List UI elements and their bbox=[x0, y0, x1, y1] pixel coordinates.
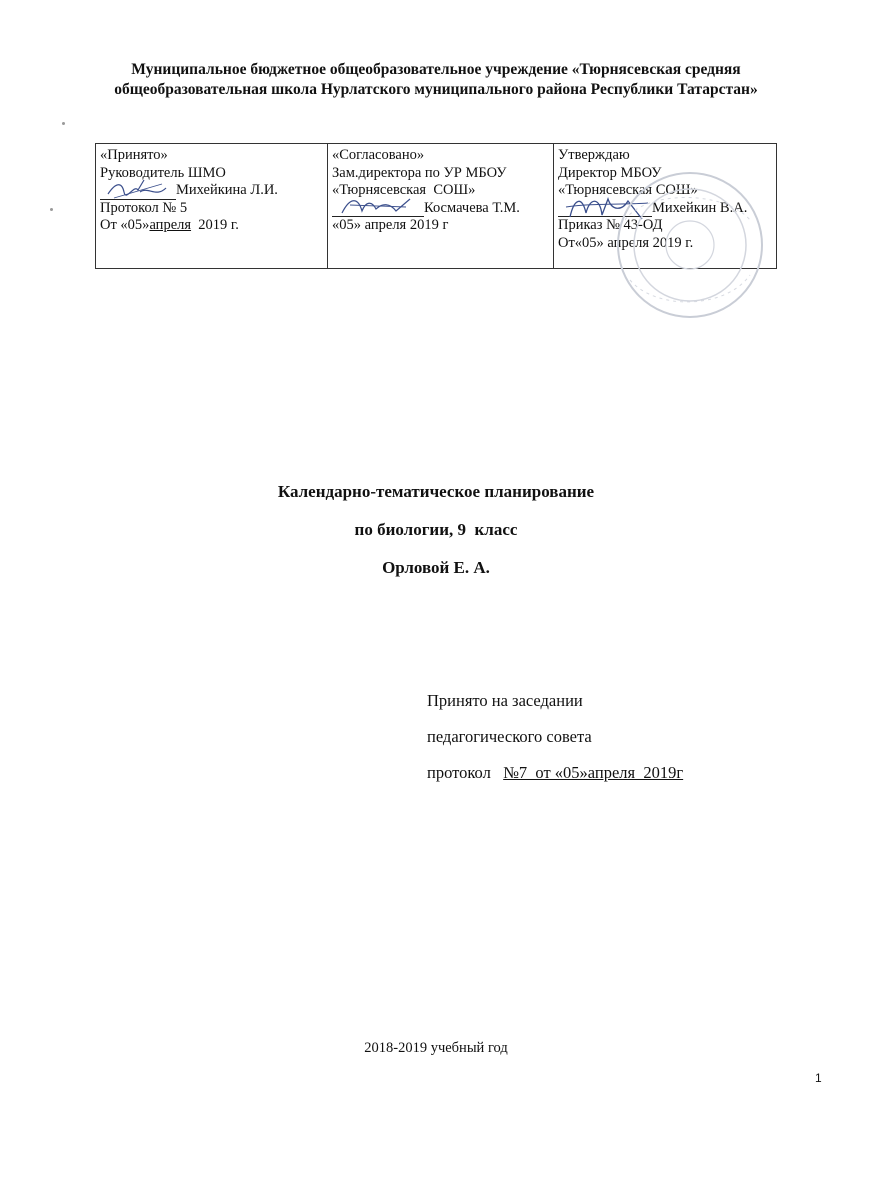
adoption-protocol-label: протокол bbox=[427, 763, 504, 782]
header-line-1: Муниципальное бюджетное общеобразовательное учреждение «Тюрнясевская средняя bbox=[131, 61, 741, 78]
agreed-school: «Тюрнясевская СОШ» bbox=[332, 182, 476, 198]
title-author: Орловой Е. А. bbox=[382, 558, 490, 577]
approval-table bbox=[95, 143, 777, 269]
handwritten-signature bbox=[336, 193, 424, 219]
accepted-date-suffix: 2019 г. bbox=[191, 217, 239, 233]
handwritten-signature bbox=[562, 193, 652, 223]
agreed-date: «05» апреля 2019 г bbox=[332, 217, 449, 233]
accepted-name: Михейкина Л.И. bbox=[176, 182, 278, 198]
agreed-name: Космачева Т.М. bbox=[424, 199, 520, 216]
accepted-role: Руководитель ШМО bbox=[100, 164, 226, 181]
approved-title: Утверждаю bbox=[558, 147, 630, 163]
handwritten-signature bbox=[104, 176, 174, 202]
approved-date: От«05» апреля 2019 г. bbox=[558, 234, 694, 251]
agreed-signature-line bbox=[332, 200, 549, 218]
approved-school: «Тюрнясевская СОШ» bbox=[558, 182, 698, 198]
accepted-date-month: апреля bbox=[149, 217, 192, 233]
signature-blank bbox=[100, 184, 176, 200]
approved-name: Михейкин В.А. bbox=[652, 199, 748, 216]
title-line-1: Календарно-тематическое планирование bbox=[277, 482, 595, 501]
adoption-line-2: педагогического совета bbox=[427, 727, 592, 746]
document-title bbox=[0, 480, 872, 594]
scan-speck bbox=[62, 122, 65, 125]
signature-blank bbox=[332, 201, 424, 217]
accepted-date-prefix: От «05» bbox=[100, 217, 150, 233]
approved-cell bbox=[554, 144, 777, 269]
institution-header bbox=[40, 60, 832, 100]
signature-blank bbox=[558, 201, 652, 217]
scan-speck bbox=[50, 208, 53, 211]
header-line-2: общеобразовательная школа Нурлатского муниципального района Республики Татарстан» bbox=[114, 81, 758, 98]
approved-role: Директор МБОУ bbox=[558, 164, 662, 181]
academic-year: 2018-2019 учебный год bbox=[364, 1040, 508, 1056]
adoption-line-1: Принято на заседании bbox=[427, 691, 583, 710]
agreed-role: Зам.директора по УР МБОУ bbox=[332, 164, 507, 181]
adoption-protocol-number: №7 от «05»апреля 2019г bbox=[503, 763, 684, 782]
adoption-line-3 bbox=[427, 762, 683, 798]
approved-order: Приказ № 43-ОД bbox=[558, 217, 663, 233]
title-line-2: по биологии, 9 класс bbox=[354, 520, 518, 539]
accepted-cell bbox=[96, 144, 328, 269]
council-adoption bbox=[427, 690, 683, 798]
agreed-cell bbox=[328, 144, 554, 269]
accepted-signature-line bbox=[100, 182, 323, 200]
approved-signature-line bbox=[558, 200, 772, 218]
accepted-date bbox=[100, 217, 323, 235]
page-number: 1 bbox=[815, 1071, 822, 1085]
agreed-title: «Согласовано» bbox=[332, 147, 425, 163]
accepted-protocol: Протокол № 5 bbox=[100, 199, 188, 216]
accepted-title: «Принято» bbox=[100, 147, 168, 163]
